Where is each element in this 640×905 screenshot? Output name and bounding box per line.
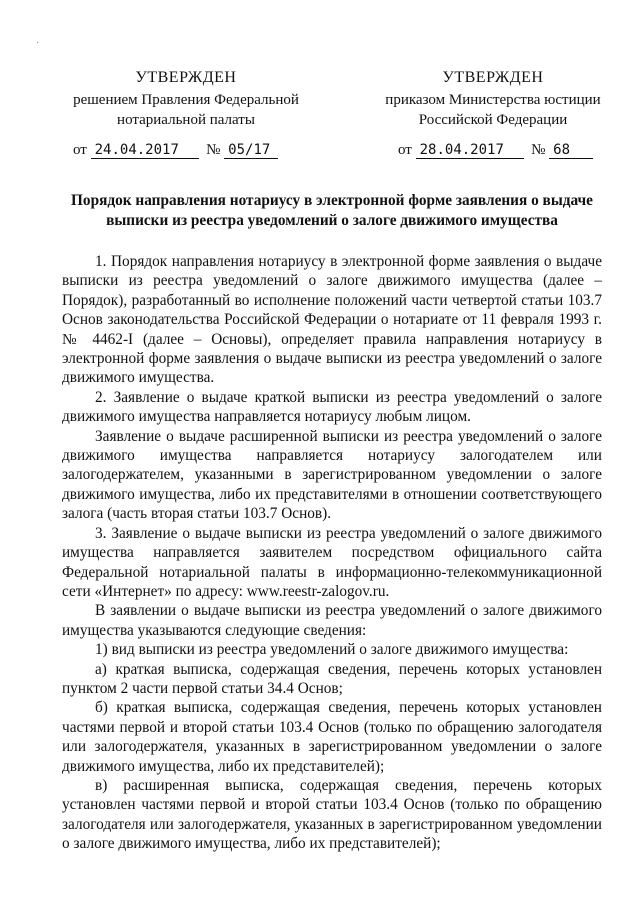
handwritten-number: 68 bbox=[549, 142, 593, 159]
approval-block-right bbox=[358, 68, 628, 130]
registration-right bbox=[398, 140, 593, 160]
approval-block-left bbox=[60, 68, 312, 130]
approval-line: нотариальной палаты bbox=[117, 112, 255, 128]
paragraph: в) расширенная выписка, содержащая сведения, перечень которых установлен частями первой и второй статьи 103.4 Основ (только по обращению залогодателя или залогодержателя, указанных в зарегистрированном уведомлении о залоге движимого имущества, либо их представителей); bbox=[62, 776, 602, 853]
handwritten-date: 28.04.2017 bbox=[416, 142, 524, 159]
paragraph: В заявлении о выдаче выписки из реестра уведомлений о залоге движимого имущества указываются следующие сведения: bbox=[62, 602, 602, 639]
paragraph: б) краткая выписка, содержащая сведения, перечень которых установлен частями первой и второй статьи 103.4 Основ (только по обращению залогодателя или залогодержателя, указанных в зарегистрированном уведомлении о залоге движимого имущества, либо их представителей); bbox=[62, 699, 602, 775]
handwritten-number: 05/17 bbox=[224, 142, 278, 159]
approval-line: решением Правления Федеральной bbox=[73, 92, 299, 108]
number-sign: № bbox=[531, 142, 546, 158]
date-prefix: от bbox=[73, 142, 87, 158]
document-title: Порядок направления нотариусу в электронной форме заявления о выдаче выписки из реестра уведомлений о залоге движимого имущества bbox=[71, 192, 593, 229]
registration-left bbox=[73, 140, 278, 160]
approval-heading: УТВЕРЖДЕН bbox=[135, 69, 237, 86]
handwritten-date: 24.04.2017 bbox=[91, 142, 199, 159]
paragraph: 3. Заявление о выдаче выписки из реестра уведомлений о залоге движимого имущества направляется заявителем посредством официального сайта Федеральной нотариальной палаты в информационно-телекоммуникационной сети «Интернет» по адресу: www.reestr-zalogov.ru. bbox=[62, 524, 602, 600]
approval-line: Российской Федерации bbox=[418, 112, 568, 128]
date-prefix: от bbox=[398, 142, 412, 158]
approval-line: приказом Министерства юстиции bbox=[385, 92, 601, 108]
scan-speck: · bbox=[36, 38, 40, 49]
approval-heading: УТВЕРЖДЕН bbox=[442, 69, 544, 86]
paragraph: 1) вид выписки из реестра уведомлений о залоге движимого имущества: bbox=[95, 641, 569, 659]
paragraph: а) краткая выписка, содержащая сведения, перечень которых установлен пунктом 2 части первой статьи 34.4 Основ; bbox=[62, 660, 602, 697]
number-sign: № bbox=[206, 142, 221, 158]
paragraph: 1. Порядок направления нотариусу в электронной форме заявления о выдаче выписки из реестра уведомлений о залоге движимого имущества (далее – Порядок), разработанный во исполнение положений части четвертой статьи 103.7 Основ законодательства Российской Федерации о нотариате от 11 февраля 1993 г. № 4462-I (далее – Основы), определяет правила направления нотариусу в электронной форме заявления о выдаче выписки из реестра уведомлений о залоге движимого имущества. bbox=[62, 253, 602, 387]
paragraph: 2. Заявление о выдаче краткой выписки из реестра уведомлений о залоге движимого имущества направляется нотариусу любым лицом. bbox=[62, 388, 602, 426]
paragraph: Заявление о выдаче расширенной выписки из реестра уведомлений о залоге движимого имущества направляется нотариусу залогодателем или залогодержателем, указанными в зарегистрированном уведомлении о залоге движимого имущества, либо их представителями в отношении соответствующего залога (часть вторая статьи 103.7 Основ). bbox=[62, 427, 602, 523]
document-body bbox=[62, 252, 602, 854]
